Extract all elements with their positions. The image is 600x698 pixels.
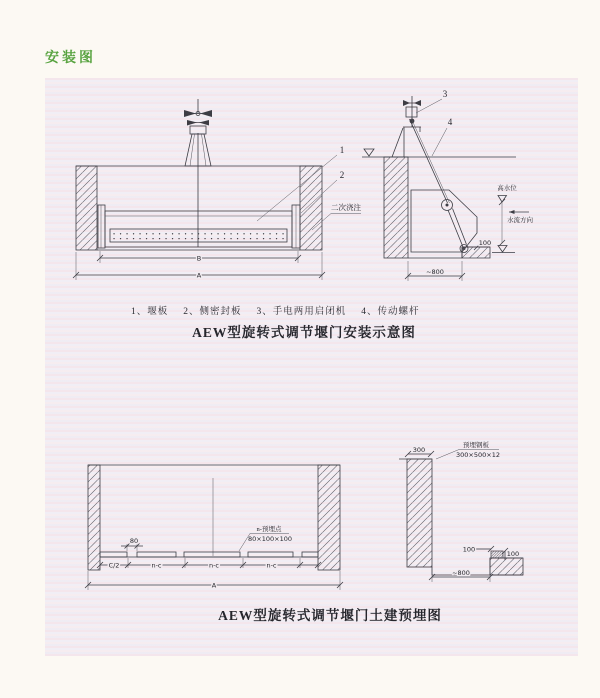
- dim-100-label: 100: [478, 239, 492, 247]
- channel-walls: [76, 166, 322, 250]
- dim-100-left-label: 100: [462, 545, 476, 554]
- dimension-100-left: [463, 546, 494, 554]
- dim-800-label: ~800: [426, 268, 444, 276]
- side-wall: [407, 459, 432, 567]
- install-front-view: [73, 99, 361, 280]
- dim-b-label: B: [196, 254, 202, 263]
- callout-4: [432, 117, 453, 156]
- legend-item-3: 3、手电两用启闭机: [256, 307, 347, 317]
- flow-direction-annotation: [507, 210, 534, 224]
- dim-nc3-label: n-c: [266, 561, 277, 570]
- dimension-800: [429, 569, 493, 582]
- side-wall: [384, 157, 408, 258]
- dimension-800: [405, 261, 465, 281]
- spacing-dimension-row: [97, 557, 321, 570]
- dim-800-label: ~800: [452, 569, 470, 577]
- dimension-300: [405, 446, 434, 457]
- dimension-b: [97, 251, 301, 263]
- channel-floor-step: [408, 247, 490, 258]
- dim-100-right-label: 100: [506, 550, 520, 558]
- weir-gate-plate: [98, 205, 300, 248]
- hoist-bracket: [392, 127, 421, 157]
- dim-80-label: 80: [129, 537, 139, 545]
- embed-points-note: [239, 524, 292, 551]
- dim-c2-label: C/2: [108, 561, 120, 570]
- low-water-annotation: [492, 246, 515, 253]
- embed-plate-note: [436, 440, 500, 459]
- dim-300-label: 300: [412, 446, 426, 454]
- dim-nc1-label: n-c: [151, 561, 162, 570]
- water-level-icon: [364, 149, 374, 156]
- legend-item-4: 4、传动螺杆: [361, 307, 420, 317]
- page-header: 安装图: [45, 49, 96, 65]
- dimension-a-overall: [85, 571, 343, 590]
- dim-nc2-label: n-c: [208, 561, 220, 570]
- high-water-label: 高水位: [497, 185, 517, 192]
- embed-diagram-title: AEW型旋转式调节堰门土建预埋图: [218, 608, 442, 623]
- callout-1-label: 1: [339, 145, 345, 155]
- embed-points-label-line2: 80×100×100: [248, 535, 292, 543]
- floor-embed-plates: [100, 552, 318, 557]
- callout-3-label: 3: [442, 89, 448, 99]
- legend-item-2: 2、侧密封板: [183, 307, 242, 317]
- high-water-annotation: [497, 183, 517, 246]
- dim-a-label: A: [196, 271, 202, 280]
- embed-plate-label-line1: 预埋钢板: [463, 442, 489, 449]
- dim-a-label: A: [211, 581, 217, 590]
- parts-legend: [131, 303, 420, 317]
- embed-block: [491, 551, 503, 558]
- install-diagram-title: AEW型旋转式调节堰门安装示意图: [192, 325, 416, 340]
- install-side-view: [362, 89, 534, 281]
- embed-front-view: [85, 465, 343, 590]
- secondary-grout-label: 二次浇注: [331, 203, 361, 212]
- embed-plate-label-line2: 300×500×12: [456, 451, 500, 459]
- callout-4-label: 4: [447, 117, 453, 127]
- callout-2-label: 2: [339, 170, 345, 180]
- flow-direction-label: 水流方向: [507, 217, 533, 224]
- legend-item-1: 1、堰板: [131, 307, 169, 317]
- embed-side-view: [399, 440, 523, 582]
- dimension-80: [121, 537, 143, 551]
- rotated-gate-body: [411, 190, 477, 253]
- embed-points-label-line1: n-预埋点: [256, 526, 282, 533]
